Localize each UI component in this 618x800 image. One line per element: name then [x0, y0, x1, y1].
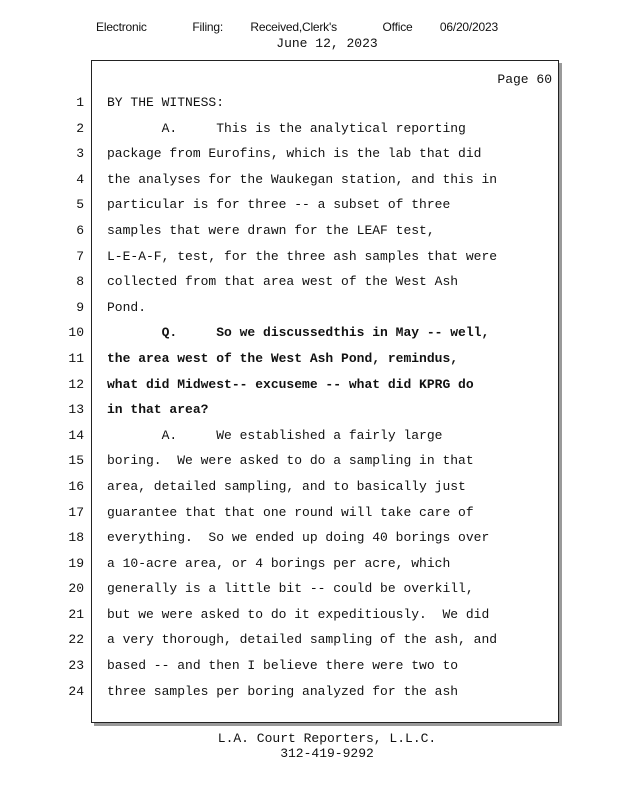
line-number: 21 [68, 606, 84, 622]
transcript-line: generally is a little bit -- could be overkill, [107, 581, 474, 597]
line-number: 23 [68, 658, 84, 674]
line-number: 10 [68, 325, 84, 341]
line-number: 4 [76, 171, 84, 187]
reporter-company: L.A. Court Reporters, L.L.C. [217, 731, 437, 746]
line-number: 13 [68, 402, 84, 418]
transcript-line: A. This is the analytical reporting [107, 120, 466, 136]
transcript-line: a very thorough, detailed sampling of the ash, and [107, 632, 498, 648]
line-number: 15 [68, 453, 84, 469]
line-number: 14 [68, 427, 84, 443]
transcript-text [107, 94, 552, 708]
question-line: Q. So we discussedthis in May -- well, [107, 325, 490, 341]
transcript-line: collected from that area west of the West Ash [107, 274, 459, 290]
line-number: 5 [76, 197, 84, 213]
line-number: 1 [76, 95, 84, 110]
line-number: 6 [76, 222, 84, 238]
transcript-line: A. We established a fairly large [107, 427, 443, 443]
line-number: 18 [68, 530, 84, 546]
transcript-line: BY THE WITNESS: [107, 95, 225, 110]
transcript-line: three samples per boring analyzed for the ash [107, 683, 459, 699]
line-number: 24 [68, 683, 84, 699]
transcript-line: based -- and then I believe there were two to [107, 658, 459, 674]
transcript-line: area, detailed sampling, and to basically just [107, 478, 466, 494]
line-number: 19 [68, 555, 84, 571]
transcript-line: boring. We were asked to do a sampling in that [107, 453, 474, 469]
line-number: 7 [76, 248, 84, 264]
question-line: in that area? [107, 402, 209, 418]
line-number: 16 [68, 478, 84, 494]
line-number: 12 [68, 376, 84, 392]
line-number: 22 [68, 632, 84, 648]
transcript-line: the analyses for the Waukegan station, and this in [107, 171, 498, 187]
transcript-date: June 12, 2023 [276, 36, 378, 51]
transcript-line: Pond. [107, 299, 147, 315]
transcript-line: a 10-acre area, or 4 borings per acre, which [107, 555, 451, 571]
page-number: Page 60 [497, 72, 552, 87]
line-number: 9 [76, 299, 84, 315]
line-number: 11 [68, 350, 84, 366]
transcript-line: package from Eurofins, which is the lab that did [107, 146, 482, 162]
question-line: what did Midwest-- excuseme -- what did KPRG do [107, 376, 474, 392]
line-number: 2 [76, 120, 84, 136]
line-number-column [68, 94, 84, 708]
reporter-footer [0, 731, 618, 761]
line-number: 3 [76, 146, 84, 162]
line-number: 20 [68, 581, 84, 597]
transcript-line: L-E-A-F, test, for the three ash samples that were [107, 248, 498, 264]
reporter-phone: 312-419-9292 [280, 746, 374, 761]
question-line: the area west of the West Ash Pond, remindus, [107, 350, 459, 366]
transcript-line: everything. So we ended up doing 40 borings over [107, 530, 490, 546]
line-number: 8 [76, 274, 84, 290]
transcript-line: samples that were drawn for the LEAF test, [107, 222, 435, 238]
transcript-line: guarantee that that one round will take care of [107, 504, 474, 520]
transcript-line: but we were asked to do it expeditiously. We did [107, 606, 490, 622]
transcript-line: particular is for three -- a subset of three [107, 197, 451, 213]
line-number: 17 [68, 504, 84, 520]
filing-stamp: Electronic Filing: Received,Clerk's Office 06/20/2023 [96, 20, 498, 34]
